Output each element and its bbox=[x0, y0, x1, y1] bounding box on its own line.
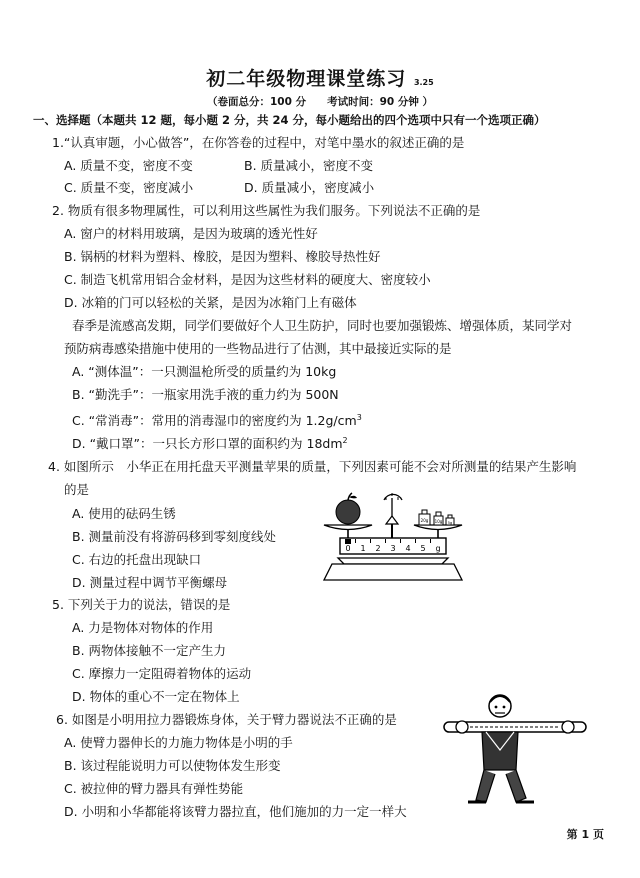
ruler-label: 3 bbox=[390, 544, 396, 553]
q3-option-d-sup: 2 bbox=[342, 436, 348, 445]
balance-figure bbox=[318, 490, 468, 582]
q1-option-a: A. 质量不变，密度不变 bbox=[64, 158, 193, 173]
rider-slider bbox=[345, 539, 351, 544]
q4-stem-line1: 4. 如图所示 小华正在用托盘天平测量苹果的质量，下列因素可能不会对所测量的结果产生影响 bbox=[48, 459, 577, 474]
exam-info: （卷面总分：100 分 考试时间：90 分钟 ） bbox=[207, 96, 433, 108]
q4-option-a: A. 使用的砝码生锈 bbox=[72, 506, 176, 521]
q1-option-b: B. 质量减小，密度不变 bbox=[244, 158, 374, 173]
q6-option-b: B. 该过程能说明力可以使物体发生形变 bbox=[64, 758, 281, 773]
person-icon bbox=[444, 695, 586, 802]
q3-stem-line2: 预防病毒感染措施中使用的一些物品进行了估测，其中最接近实际的是 bbox=[64, 341, 452, 356]
q3-option-c-text: C. “常消毒”：常用的消毒湿巾的密度约为 1.2g/cm bbox=[72, 413, 357, 429]
section-heading: 一、选择题（本题共 12 题，每小题 2 分，共 24 分，每小题给出的四个选项中只有一个选项正确） bbox=[33, 113, 546, 127]
ruler-label: g bbox=[435, 544, 441, 553]
q5-option-a: A. 力是物体对物体的作用 bbox=[72, 620, 214, 635]
ruler-label: 2 bbox=[375, 544, 381, 553]
q2-option-b: B. 锅柄的材料为塑料、橡胶，是因为塑料、橡胶导热性好 bbox=[64, 249, 381, 264]
ruler-label: 1 bbox=[360, 544, 366, 553]
balance-base bbox=[338, 558, 448, 564]
apple-icon bbox=[336, 493, 360, 524]
q5-option-b: B. 两物体接触不一定产生力 bbox=[72, 643, 227, 658]
q5-option-d: D. 物体的重心不一定在物体上 bbox=[72, 689, 240, 704]
title-text: 初二年级物理课堂练习 bbox=[206, 68, 407, 90]
q2-option-c: C. 制造飞机常用铝合金材料，是因为这些材料的硬度大、密度较小 bbox=[64, 272, 431, 287]
q3-stem-line1: 春季是流感高发期，同学们要做好个人卫生防护，同时也要加强锻炼、增强体质，某同学对 bbox=[72, 318, 573, 333]
q4-option-b: B. 测量前没有将游码移到零刻度线处 bbox=[72, 529, 277, 544]
weight-label: 10g bbox=[434, 519, 443, 524]
q4-option-c: C. 右边的托盘出现缺口 bbox=[72, 552, 202, 567]
weight-label: 20g bbox=[420, 518, 429, 523]
q3-option-c bbox=[72, 410, 362, 429]
weights-icon bbox=[419, 510, 454, 525]
ruler-label: 5 bbox=[420, 544, 426, 553]
left-pan bbox=[324, 525, 372, 530]
q6-option-d: D. 小明和小华都能将该臂力器拉直，他们施加的力一定一样大 bbox=[64, 804, 407, 819]
q3-option-d-text: D. “戴口罩”：一只长方形口罩的面积约为 18dm bbox=[72, 436, 343, 452]
ruler-label: 0 bbox=[345, 544, 351, 553]
q2-option-a: A. 窗户的材料用玻璃，是因为玻璃的透光性好 bbox=[64, 226, 318, 241]
ruler-label: 4 bbox=[405, 544, 411, 553]
q3-option-a: A. “测体温”：一只测温枪所受的质量约为 10kg bbox=[72, 364, 337, 379]
q1-stem: 1.“认真审题，小心做答”，在你答卷的过程中，对笔中墨水的叙述正确的是 bbox=[52, 135, 465, 150]
q3-option-b: B. “勤洗手”：一瓶家用洗手液的重力约为 500N bbox=[72, 387, 339, 402]
q2-option-d: D. 冰箱的门可以轻松的关紧，是因为冰箱门上有磁体 bbox=[64, 295, 357, 310]
exerciser-figure bbox=[440, 690, 590, 810]
q4-option-d: D. 测量过程中调节平衡螺母 bbox=[72, 575, 228, 590]
right-pan bbox=[414, 525, 462, 530]
q5-option-c: C. 摩擦力一定阻碍着物体的运动 bbox=[72, 666, 252, 681]
q3-option-c-sup: 3 bbox=[356, 413, 362, 422]
q5-stem: 5. 下列关于力的说法，错误的是 bbox=[52, 597, 231, 612]
q3-option-d bbox=[72, 433, 348, 452]
q4-stem-line2: 的是 bbox=[64, 482, 90, 497]
weight-label: 5g bbox=[447, 521, 453, 525]
q6-option-c: C. 被拉伸的臂力器具有弹性势能 bbox=[64, 781, 244, 796]
balance-stand bbox=[324, 564, 462, 580]
q1-option-c: C. 质量不变，密度减小 bbox=[64, 180, 194, 195]
q6-stem: 6. 如图是小明用拉力器锻炼身体，关于臂力器说法不正确的是 bbox=[56, 712, 397, 727]
title-date: 3.25 bbox=[413, 78, 434, 87]
page-number: 第 1 页 bbox=[566, 828, 604, 841]
q6-option-a: A. 使臂力器伸长的力施力物体是小明的手 bbox=[64, 735, 293, 750]
dial-icon bbox=[384, 493, 402, 520]
q2-stem: 2. 物质有很多物理属性，可以利用这些属性为我们服务。下列说法不正确的是 bbox=[52, 203, 481, 218]
q1-option-d: D. 质量减小，密度减小 bbox=[244, 180, 375, 195]
page-title bbox=[0, 64, 640, 91]
